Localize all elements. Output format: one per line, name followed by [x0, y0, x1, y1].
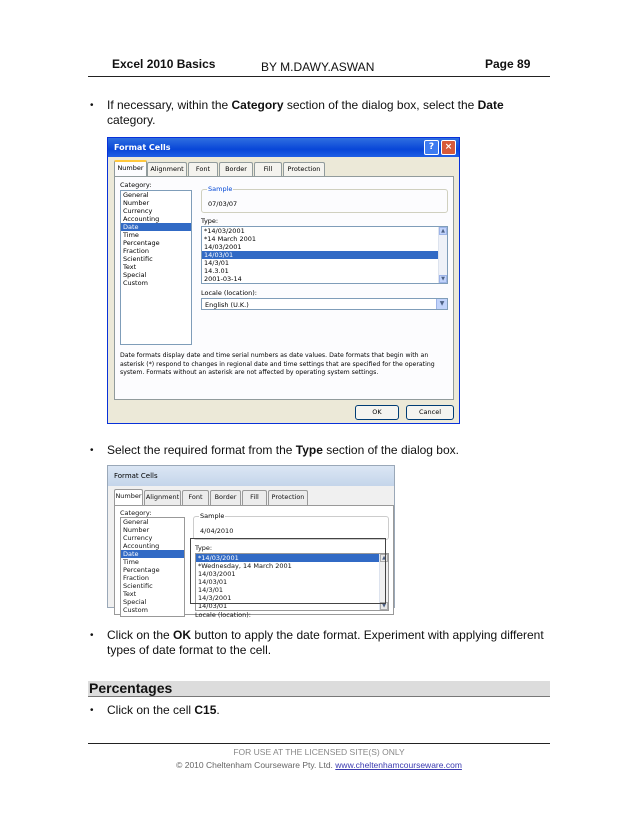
scroll-down-icon[interactable]: ▼ — [439, 275, 447, 283]
license-notice: FOR USE AT THE LICENSED SITE(S) ONLY — [233, 747, 405, 757]
list-item[interactable]: Fraction — [123, 574, 149, 582]
dialog-title-bar — [108, 466, 394, 486]
list-item[interactable]: 2001-03-14 — [204, 275, 242, 283]
list-item-selected[interactable]: 14/03/01 — [202, 251, 438, 259]
bullet-icon: • — [90, 705, 94, 716]
format-cells-dialog-type-example — [107, 465, 395, 619]
format-cells-dialog — [107, 137, 460, 424]
chevron-down-icon[interactable]: ▼ — [436, 299, 447, 309]
locale-label: Locale (location): — [195, 611, 251, 619]
list-item[interactable]: Scientific — [123, 582, 153, 590]
list-item[interactable]: Percentage — [123, 566, 160, 574]
scroll-up-icon[interactable]: ▲ — [439, 227, 447, 235]
publisher-link[interactable]: www.cheltenhamcourseware.com — [335, 760, 462, 770]
instruction-select-category: • If necessary, within the Category section of the dialog box, select the Date category. — [90, 98, 504, 127]
sample-label: Sample — [200, 512, 225, 520]
list-item[interactable]: *14/03/2001 — [204, 227, 245, 235]
list-item-selected[interactable]: *14/03/2001 — [196, 554, 379, 562]
ok-button[interactable]: OK — [355, 405, 399, 420]
tab-protection[interactable]: Protection — [283, 162, 325, 177]
list-item[interactable]: General — [123, 191, 149, 199]
type-list-scrollbar[interactable] — [438, 227, 447, 283]
dialog-title-bar — [108, 138, 459, 157]
list-item[interactable]: Number — [123, 526, 150, 534]
category-label: Category: — [120, 181, 152, 189]
sample-value: 07/03/07 — [208, 200, 238, 208]
list-item[interactable]: Number — [123, 199, 150, 207]
list-item[interactable]: 14/03/2001 — [198, 570, 236, 578]
instruction-select-type: • Select the required format from the Type section of the dialog box. — [90, 443, 459, 457]
list-item[interactable]: *Wednesday, 14 March 2001 — [198, 562, 292, 570]
list-item[interactable]: Text — [123, 590, 137, 598]
list-item[interactable]: 14/3/01 — [198, 586, 224, 594]
bullet-icon: • — [90, 445, 94, 456]
page-number: Page 89 — [485, 57, 531, 71]
list-item[interactable]: Time — [123, 558, 139, 566]
tab-protection[interactable]: Protection — [268, 490, 308, 505]
tab-fill[interactable]: Fill — [242, 490, 267, 505]
list-item[interactable]: Special — [123, 598, 147, 606]
tab-number[interactable]: Number — [114, 489, 143, 506]
date-format-description: Date formats display date and time serial numbers as date values. Date formats that begin with an asterisk (*) respond to changes in regional date and time settings that are specified for the operating system. Formats without an asterisk are not affected by operating system settings. — [120, 352, 435, 376]
dialog-title: Format Cells — [114, 143, 171, 152]
list-item[interactable]: Text — [123, 263, 137, 271]
list-item[interactable]: Scientific — [123, 255, 153, 263]
list-item[interactable]: Percentage — [123, 239, 160, 247]
type-highlight-box — [190, 538, 386, 604]
number-tab-pane — [114, 176, 454, 400]
sample-value: 4/04/2010 — [200, 527, 234, 535]
type-list[interactable] — [201, 226, 448, 284]
list-item[interactable]: 14.3.01 — [204, 267, 229, 275]
locale-label: Locale (location): — [201, 289, 257, 297]
type-label: Type: — [201, 217, 219, 225]
close-button[interactable]: × — [441, 140, 456, 155]
header-rule — [88, 76, 550, 77]
tab-font[interactable]: Font — [188, 162, 218, 177]
list-item[interactable]: *14 March 2001 — [204, 235, 257, 243]
bullet-icon: • — [90, 100, 94, 111]
tab-border[interactable]: Border — [210, 490, 241, 505]
list-item-selected[interactable]: Date — [121, 550, 184, 558]
list-item[interactable]: 14/3/2001 — [198, 594, 232, 602]
list-item[interactable]: Custom — [123, 279, 148, 287]
sample-label: Sample — [208, 185, 233, 193]
list-item[interactable]: Time — [123, 231, 139, 239]
list-item[interactable]: Special — [123, 271, 147, 279]
list-item[interactable]: Accounting — [123, 542, 160, 550]
category-list[interactable] — [120, 517, 185, 617]
locale-select[interactable]: English (U.K.) ▼ — [201, 298, 448, 310]
scroll-up-icon[interactable]: ▲ — [380, 554, 388, 562]
list-item[interactable]: 14/03/01 — [198, 578, 228, 586]
scroll-down-icon[interactable]: ▼ — [380, 602, 388, 610]
tab-number[interactable]: Number — [114, 160, 147, 177]
tab-border[interactable]: Border — [219, 162, 253, 177]
tab-alignment[interactable]: Alignment — [147, 162, 187, 177]
list-item[interactable]: General — [123, 518, 149, 526]
list-item[interactable]: Fraction — [123, 247, 149, 255]
sample-group — [201, 185, 448, 213]
instruction-click-ok: • Click on the OK button to apply the date format. Experiment with applying different types of date format to the cell. — [90, 628, 544, 657]
instruction-click-cell: • Click on the cell C15. — [90, 703, 220, 717]
list-item[interactable]: Custom — [123, 606, 148, 614]
list-item[interactable]: Accounting — [123, 215, 160, 223]
copyright-notice: © 2010 Cheltenham Courseware Pty. Ltd. www.cheltenhamcourseware.com — [176, 760, 462, 770]
list-item[interactable]: Currency — [123, 207, 153, 215]
list-item[interactable]: 14/03/01 — [198, 602, 228, 610]
tab-fill[interactable]: Fill — [254, 162, 282, 177]
tab-font[interactable]: Font — [182, 490, 209, 505]
list-item[interactable]: 14/03/2001 — [204, 243, 242, 251]
dialog-title: Format Cells — [114, 472, 158, 480]
category-label: Category: — [120, 509, 152, 517]
sample-group — [193, 512, 389, 540]
footer-rule — [88, 743, 550, 744]
section-heading: Percentages — [89, 680, 173, 696]
category-list[interactable] — [120, 190, 192, 345]
doc-author: BY M.DAWY.ASWAN — [261, 60, 375, 74]
list-item[interactable]: Currency — [123, 534, 153, 542]
cancel-button[interactable]: Cancel — [406, 405, 454, 420]
list-item-selected[interactable]: Date — [121, 223, 191, 231]
doc-title: Excel 2010 Basics — [112, 57, 216, 71]
list-item[interactable]: 14/3/01 — [204, 259, 230, 267]
help-button[interactable]: ? — [424, 140, 439, 155]
tab-alignment[interactable]: Alignment — [144, 490, 181, 505]
bullet-icon: • — [90, 630, 94, 641]
type-label: Type: — [195, 544, 213, 552]
